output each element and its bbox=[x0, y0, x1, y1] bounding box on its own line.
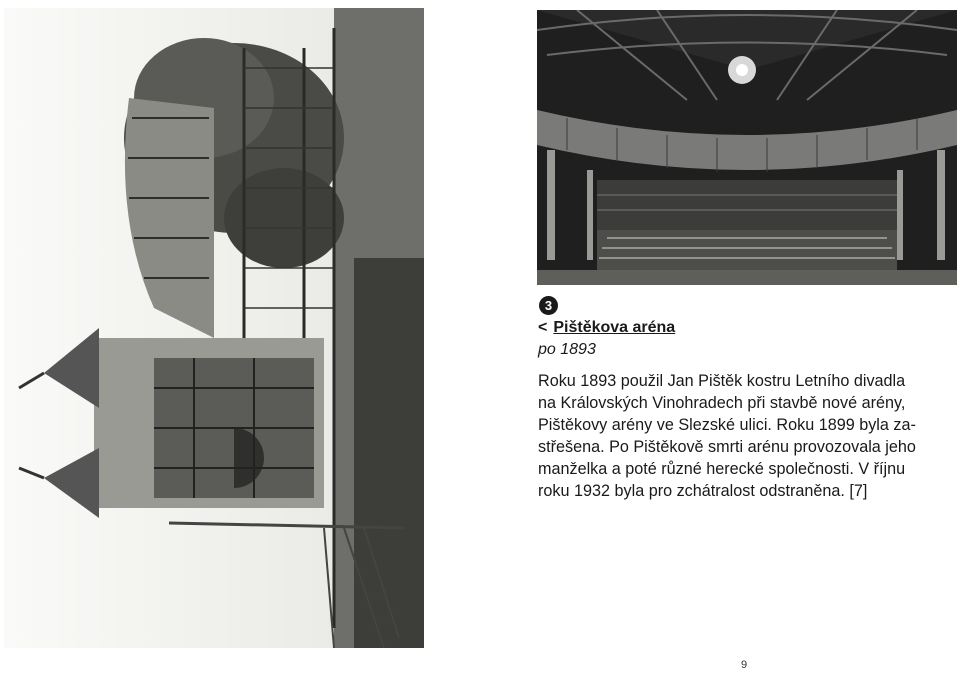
arena-interior-illustration bbox=[537, 10, 957, 285]
body-line: Roku 1893 použil Jan Pištěk kostru Letního divadla bbox=[538, 372, 906, 390]
body-line: roku 1932 byla pro zchátralost odstraněna. [7] bbox=[538, 482, 868, 500]
figure-number-marker bbox=[539, 296, 558, 315]
body-paragraph bbox=[538, 370, 958, 502]
body-line: manželka a poté různé herecké společnosti. V říjnu bbox=[538, 460, 906, 478]
arena-interior-photo bbox=[537, 10, 957, 285]
page-number: 9 bbox=[741, 659, 748, 671]
body-line: střešena. Po Pištěkově smrti arénu provozovala jeho bbox=[538, 438, 916, 456]
body-line: Pištěkovy arény ve Slezské ulici. Roku 1899 byla za- bbox=[538, 416, 916, 434]
caption-title bbox=[538, 319, 675, 337]
arena-exterior-photo bbox=[4, 8, 424, 648]
caption-date: po 1893 bbox=[538, 341, 596, 358]
caption-title-link[interactable]: Pištěkova aréna bbox=[553, 319, 676, 336]
figure-number: 3 bbox=[544, 298, 553, 313]
arena-exterior-illustration bbox=[4, 8, 424, 648]
body-line: na Královských Vinohradech při stavbě nové arény, bbox=[538, 394, 906, 412]
back-arrow-icon[interactable]: < bbox=[538, 319, 548, 336]
